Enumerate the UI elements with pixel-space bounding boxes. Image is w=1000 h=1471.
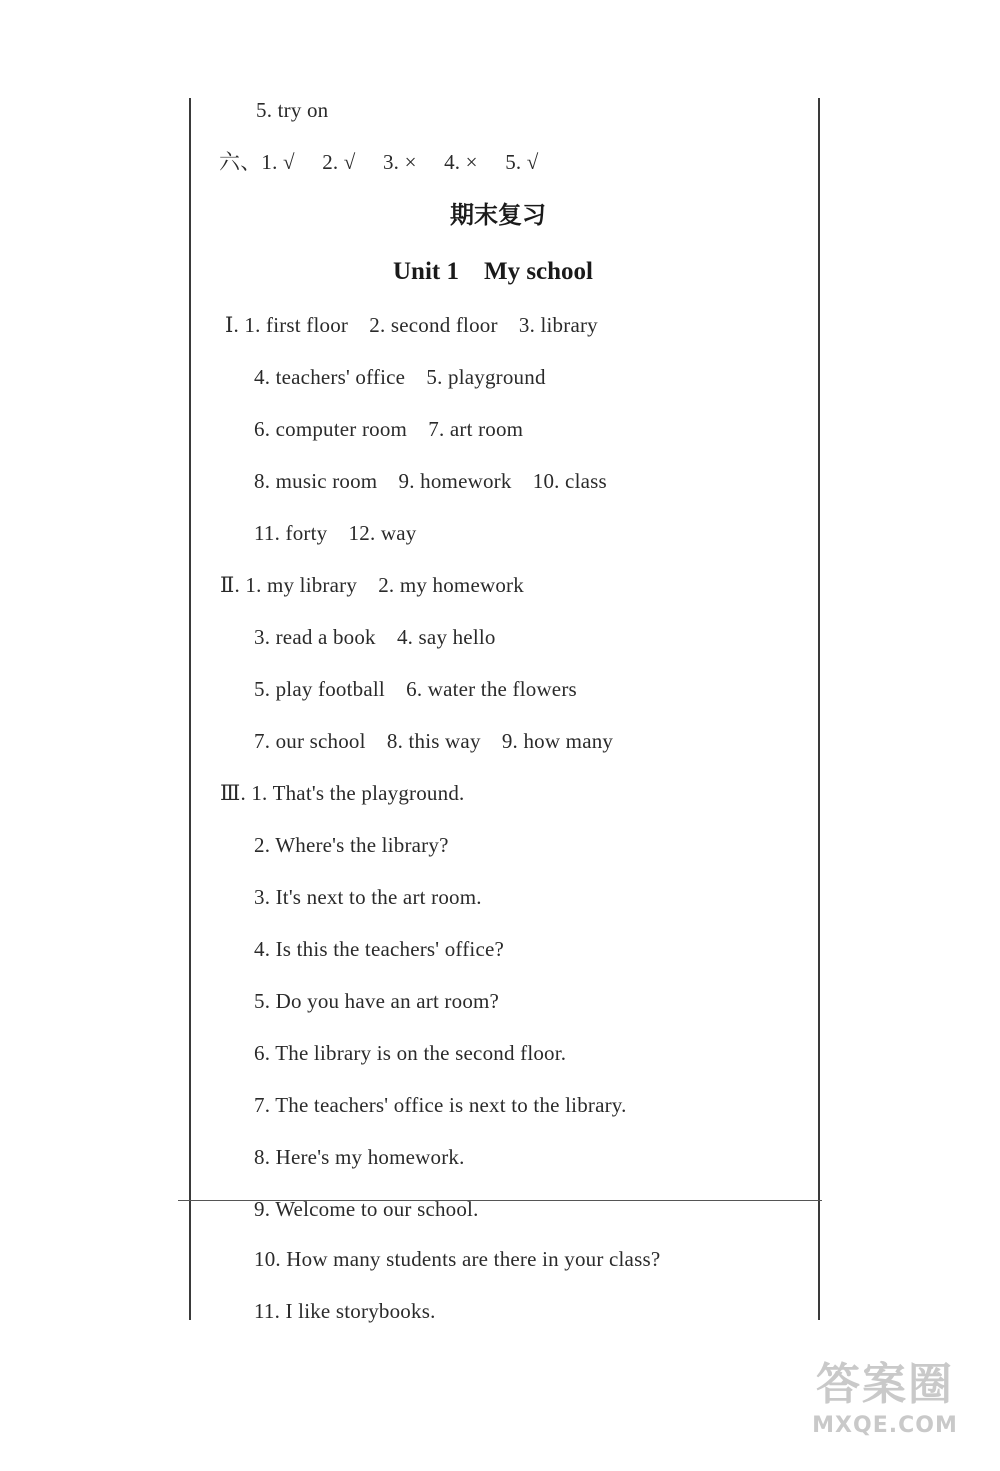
part3-line-2: 2. Where's the library? xyxy=(254,833,449,857)
part2-line-2: 3. read a book 4. say hello xyxy=(254,625,496,649)
part1-line-1: Ⅰ. 1. first floor 2. second floor 3. library xyxy=(225,313,598,337)
watermark xyxy=(810,1353,960,1463)
watermark-en: MXQE.COM xyxy=(812,1413,958,1438)
part3-line-6: 6. The library is on the second floor. xyxy=(254,1041,567,1065)
part3-line-5: 5. Do you have an art room? xyxy=(254,989,500,1013)
part3-line-8: 8. Here's my homework. xyxy=(254,1145,465,1169)
part1-line-3: 6. computer room 7. art room xyxy=(254,417,524,441)
top-line-1: 5. try on xyxy=(256,98,329,122)
part3-line-11: 11. I like storybooks. xyxy=(254,1299,436,1323)
mark-1: 六、1. √ xyxy=(219,150,295,174)
watermark-cn: 答案圈 xyxy=(816,1359,954,1410)
right-margin-rule xyxy=(818,98,820,1320)
part1-line-5: 11. forty 12. way xyxy=(254,521,417,545)
unit-title: Unit 1 My school xyxy=(393,258,594,285)
mark-3: 3. × xyxy=(382,150,417,174)
mark-4: 4. × xyxy=(444,150,478,174)
part2-line-3: 5. play football 6. water the flowers xyxy=(254,677,577,701)
part1-line-2: 4. teachers' office 5. playground xyxy=(254,365,546,389)
part3-line-1: Ⅲ. 1. That's the playground. xyxy=(220,781,465,805)
part3-line-10: 10. How many students are there in your class? xyxy=(254,1247,661,1271)
left-margin-rule xyxy=(189,98,191,1320)
top-marks-line xyxy=(219,152,539,173)
part3-line-9: 9. Welcome to our school. xyxy=(254,1197,479,1221)
mark-2: 2. √ xyxy=(322,150,356,174)
part3-line-7: 7. The teachers' office is next to the library. xyxy=(254,1093,627,1117)
section-title: 期末复习 xyxy=(450,201,546,229)
part2-line-1: Ⅱ. 1. my library 2. my homework xyxy=(220,573,524,597)
part1-line-4: 8. music room 9. homework 10. class xyxy=(254,469,607,493)
part3-line-3: 3. It's next to the art room. xyxy=(254,885,482,909)
part2-line-4: 7. our school 8. this way 9. how many xyxy=(254,729,614,753)
part3-line-4: 4. Is this the teachers' office? xyxy=(254,937,505,961)
mark-5: 5. √ xyxy=(505,150,539,174)
